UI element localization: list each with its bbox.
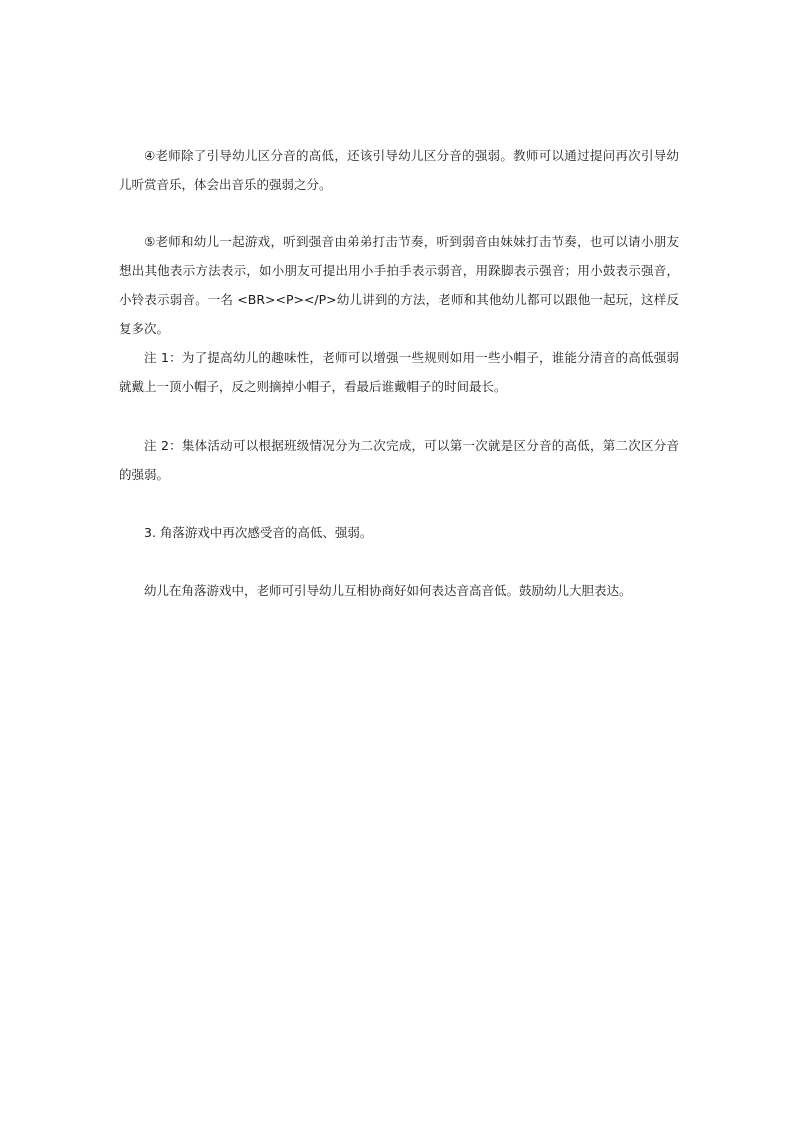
paragraph-note-2: 注 2：集体活动可以根据班级情况分为二次完成，可以第一次就是区分音的高低，第二次区分音的强弱。 [119, 437, 679, 482]
section-heading-corner-game: 3. 角落游戏中再次感受音的高低、强弱。 [144, 524, 373, 540]
paragraph-corner-game: 幼儿在角落游戏中，老师可引导幼儿互相协商好如何表达音高音低。鼓励幼儿大胆表达。 [144, 582, 632, 598]
paragraph-game-activity: ⑤老师和幼儿一起游戏，听到强音由弟弟打击节奏，听到弱音由妹妹打击节奏，也可以请小朋友想出其他表示方法表示，如小朋友可提出用小手拍手表示弱音，用跺脚表示强音；用小鼓表示强音，小铃表示弱音。一名 <BR><P></P>幼儿讲到的方法，老师和其他幼儿都可以跟他一起玩，这样反复多次。 [119, 233, 679, 336]
paragraph-teacher-guidance: ④老师除了引导幼儿区分音的高低，还该引导幼儿区分音的强弱。教师可以通过提问再次引导幼儿听赏音乐，体会出音乐的强弱之分。 [119, 147, 679, 192]
paragraph-note-1: 注 1：为了提高幼儿的趣味性，老师可以增强一些规则如用一些小帽子，谁能分清音的高低强弱就戴上一顶小帽子，反之则摘掉小帽子，看最后谁戴帽子的时间最长。 [119, 349, 679, 394]
